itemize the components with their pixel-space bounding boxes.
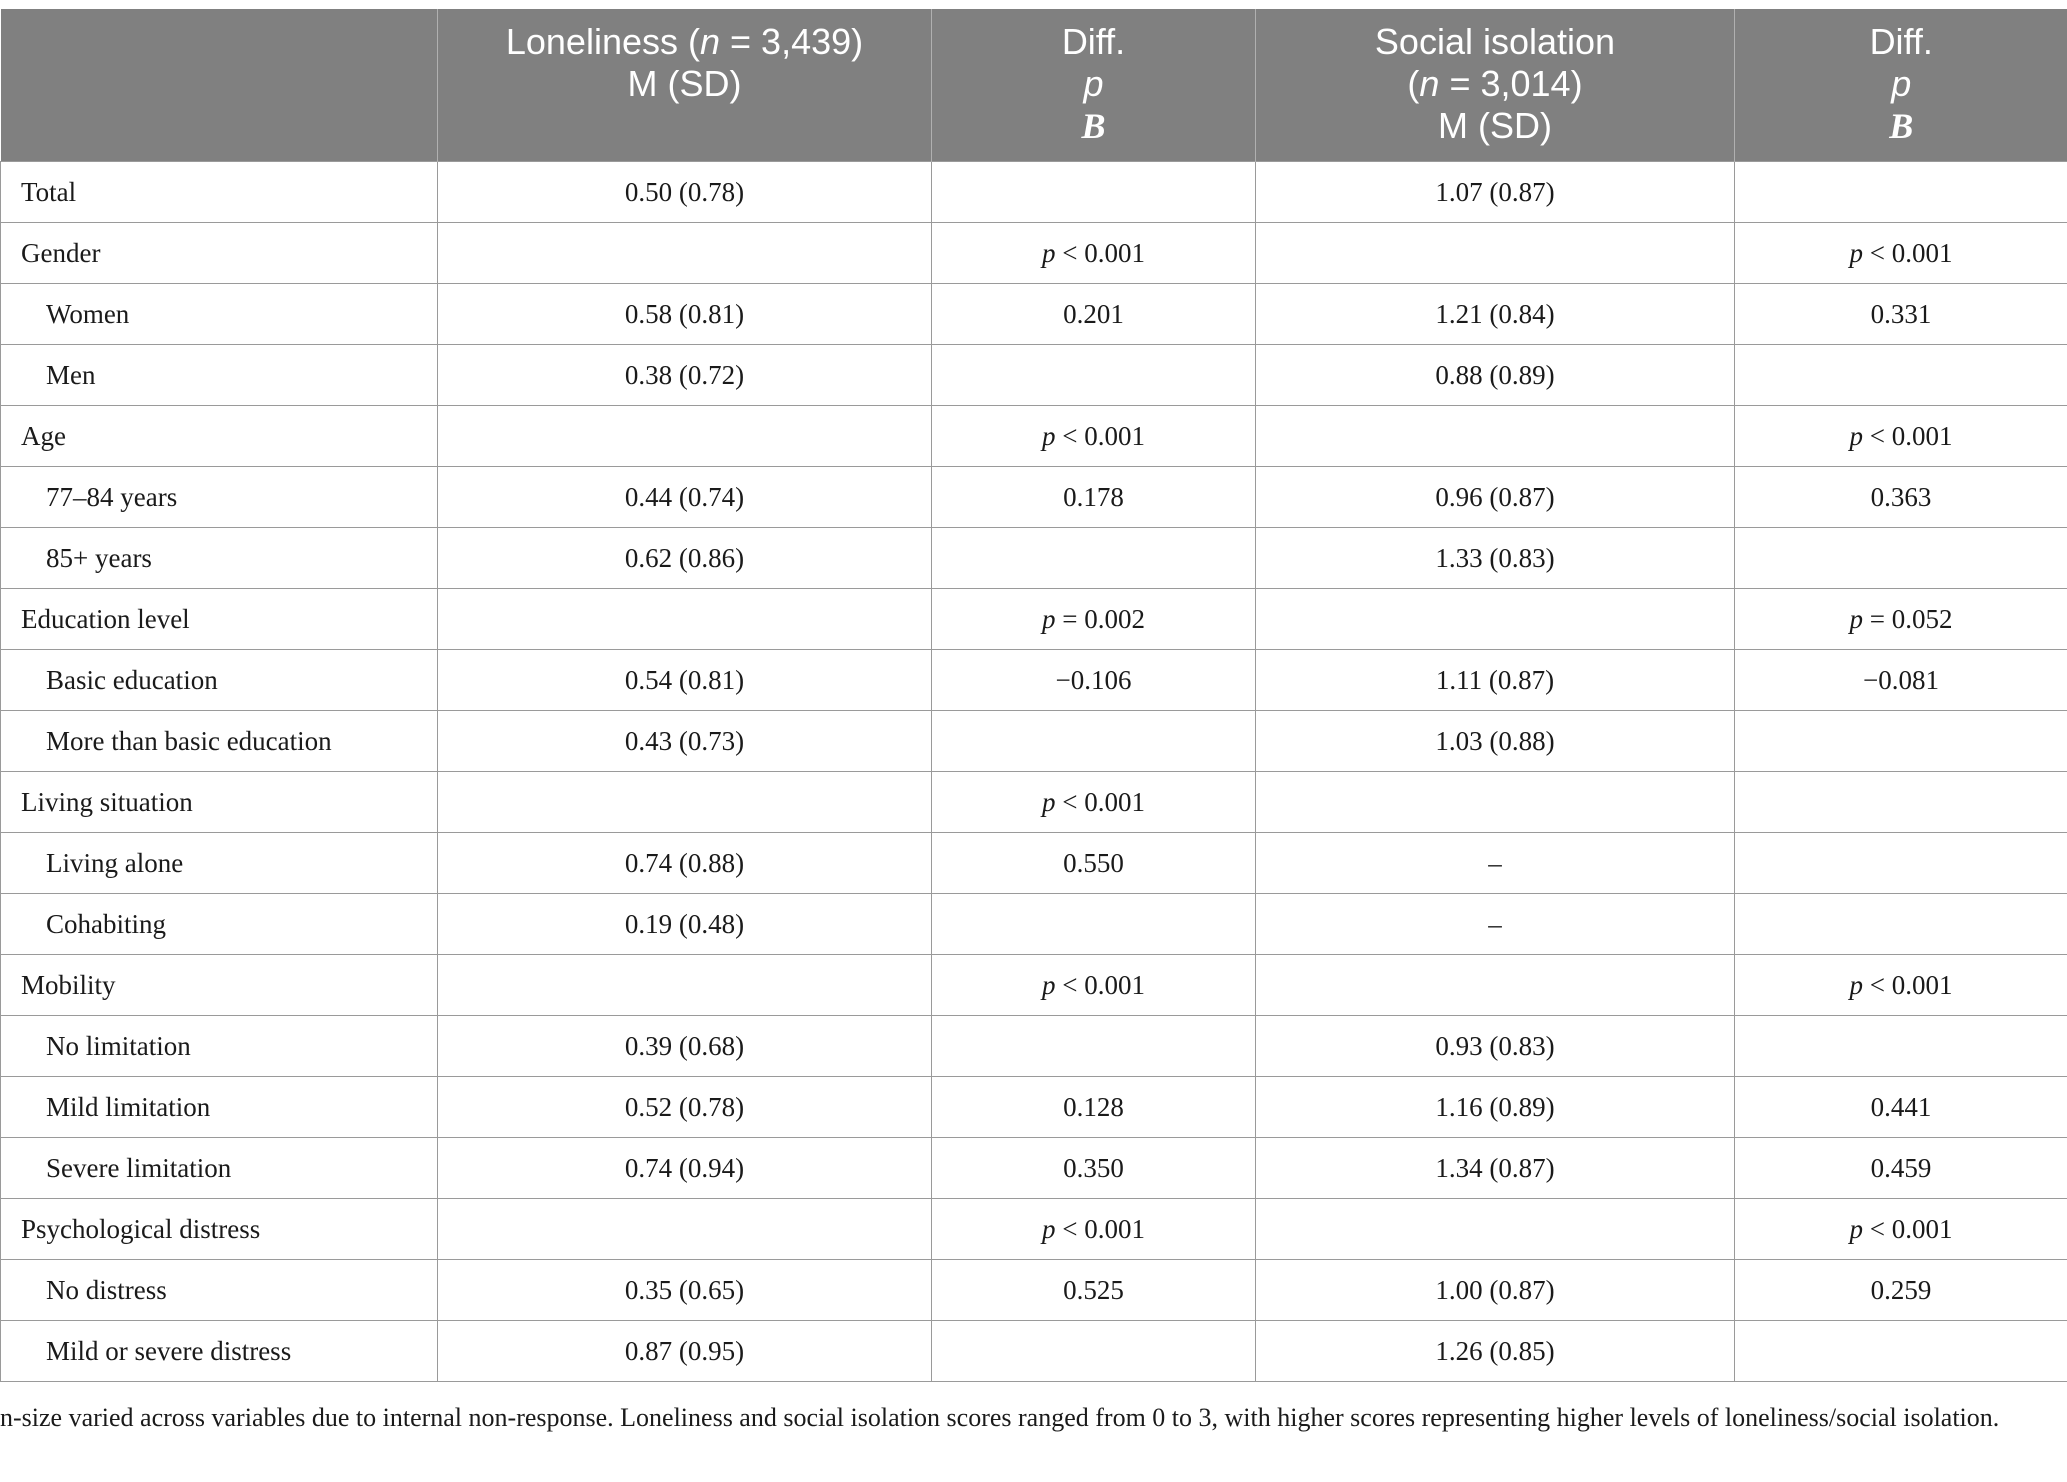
table-body [1, 162, 2067, 1382]
loneliness-diff: p < 0.001 [932, 223, 1256, 284]
loneliness-value: 0.39 (0.68) [438, 1016, 932, 1077]
table-row [1, 223, 2067, 284]
loneliness-value [438, 406, 932, 467]
isolation-value [1256, 223, 1735, 284]
isolation-value: 0.93 (0.83) [1256, 1016, 1735, 1077]
loneliness-value: 0.43 (0.73) [438, 711, 932, 772]
loneliness-value: 0.62 (0.86) [438, 528, 932, 589]
isolation-value [1256, 1199, 1735, 1260]
isolation-value: – [1256, 894, 1735, 955]
isolation-diff: 0.459 [1735, 1138, 2067, 1199]
isolation-value: 0.96 (0.87) [1256, 467, 1735, 528]
isolation-diff: p < 0.001 [1735, 955, 2067, 1016]
table-row [1, 772, 2067, 833]
loneliness-diff: −0.106 [932, 650, 1256, 711]
isolation-value: 1.34 (0.87) [1256, 1138, 1735, 1199]
row-label: Education level [1, 589, 438, 650]
isolation-value: 1.16 (0.89) [1256, 1077, 1735, 1138]
header-diff-isolation: Diff. p B [1735, 9, 2067, 162]
loneliness-value: 0.50 (0.78) [438, 162, 932, 223]
loneliness-value: 0.52 (0.78) [438, 1077, 932, 1138]
isolation-diff: 0.331 [1735, 284, 2067, 345]
isolation-diff [1735, 528, 2067, 589]
isolation-diff [1735, 772, 2067, 833]
loneliness-diff: 0.525 [932, 1260, 1256, 1321]
header-social-isolation: Social isolation (n = 3,014) M (SD) [1256, 9, 1735, 162]
row-label: Basic education [1, 650, 438, 711]
loneliness-value: 0.87 (0.95) [438, 1321, 932, 1382]
loneliness-diff [932, 1016, 1256, 1077]
table-row [1, 162, 2067, 223]
loneliness-diff: 0.178 [932, 467, 1256, 528]
isolation-diff: p < 0.001 [1735, 406, 2067, 467]
loneliness-diff [932, 894, 1256, 955]
row-label: Living alone [1, 833, 438, 894]
isolation-value: 1.07 (0.87) [1256, 162, 1735, 223]
isolation-diff [1735, 162, 2067, 223]
isolation-diff [1735, 833, 2067, 894]
table-row [1, 528, 2067, 589]
isolation-diff: 0.441 [1735, 1077, 2067, 1138]
isolation-value: – [1256, 833, 1735, 894]
loneliness-value: 0.19 (0.48) [438, 894, 932, 955]
table-row [1, 406, 2067, 467]
row-label: Total [1, 162, 438, 223]
isolation-diff: −0.081 [1735, 650, 2067, 711]
loneliness-value [438, 772, 932, 833]
table-header [1, 9, 2067, 162]
loneliness-diff: p < 0.001 [932, 772, 1256, 833]
table-row [1, 894, 2067, 955]
loneliness-diff: p = 0.002 [932, 589, 1256, 650]
row-label: Men [1, 345, 438, 406]
loneliness-diff [932, 528, 1256, 589]
isolation-value: 1.21 (0.84) [1256, 284, 1735, 345]
isolation-value: 1.11 (0.87) [1256, 650, 1735, 711]
loneliness-diff: 0.350 [932, 1138, 1256, 1199]
loneliness-diff [932, 711, 1256, 772]
isolation-diff [1735, 345, 2067, 406]
table-row [1, 589, 2067, 650]
loneliness-value: 0.35 (0.65) [438, 1260, 932, 1321]
isolation-value: 0.88 (0.89) [1256, 345, 1735, 406]
row-label: More than basic education [1, 711, 438, 772]
row-label: No distress [1, 1260, 438, 1321]
isolation-diff: p < 0.001 [1735, 223, 2067, 284]
header-diff-loneliness: Diff. p B [932, 9, 1256, 162]
loneliness-diff: p < 0.001 [932, 955, 1256, 1016]
isolation-diff [1735, 894, 2067, 955]
row-label: Mobility [1, 955, 438, 1016]
row-label: Age [1, 406, 438, 467]
loneliness-diff: p < 0.001 [932, 406, 1256, 467]
results-table [0, 9, 2067, 1382]
isolation-diff [1735, 1321, 2067, 1382]
loneliness-value [438, 955, 932, 1016]
row-label: No limitation [1, 1016, 438, 1077]
loneliness-value: 0.38 (0.72) [438, 345, 932, 406]
loneliness-diff: 0.201 [932, 284, 1256, 345]
table-row [1, 284, 2067, 345]
loneliness-diff [932, 162, 1256, 223]
isolation-diff: 0.363 [1735, 467, 2067, 528]
table-row [1, 467, 2067, 528]
isolation-value: 1.03 (0.88) [1256, 711, 1735, 772]
row-label: Gender [1, 223, 438, 284]
table-row [1, 1016, 2067, 1077]
isolation-value [1256, 406, 1735, 467]
header-empty [1, 9, 438, 162]
isolation-value: 1.26 (0.85) [1256, 1321, 1735, 1382]
table-footnote: n-size varied across variables due to internal non-response. Loneliness and social isolation scores ranged from 0 to 3, with higher scores representing higher levels of loneliness/social isolation. [0, 1403, 2000, 1432]
row-label: 85+ years [1, 528, 438, 589]
row-label: Mild or severe distress [1, 1321, 438, 1382]
table-row [1, 1321, 2067, 1382]
row-label: Psychological distress [1, 1199, 438, 1260]
table-row [1, 955, 2067, 1016]
isolation-diff [1735, 711, 2067, 772]
table-row [1, 1138, 2067, 1199]
row-label: Mild limitation [1, 1077, 438, 1138]
isolation-value: 1.33 (0.83) [1256, 528, 1735, 589]
loneliness-value [438, 589, 932, 650]
row-label: Women [1, 284, 438, 345]
isolation-diff: p = 0.052 [1735, 589, 2067, 650]
loneliness-value [438, 223, 932, 284]
loneliness-diff [932, 345, 1256, 406]
table-row [1, 1199, 2067, 1260]
isolation-value [1256, 589, 1735, 650]
loneliness-diff: 0.550 [932, 833, 1256, 894]
loneliness-value [438, 1199, 932, 1260]
header-loneliness: Loneliness (n = 3,439) M (SD) [438, 9, 932, 162]
row-label: 77–84 years [1, 467, 438, 528]
loneliness-value: 0.74 (0.88) [438, 833, 932, 894]
row-label: Cohabiting [1, 894, 438, 955]
loneliness-diff: 0.128 [932, 1077, 1256, 1138]
isolation-diff: p < 0.001 [1735, 1199, 2067, 1260]
table-row [1, 650, 2067, 711]
row-label: Living situation [1, 772, 438, 833]
isolation-value [1256, 772, 1735, 833]
isolation-value [1256, 955, 1735, 1016]
table-row [1, 1260, 2067, 1321]
loneliness-diff: p < 0.001 [932, 1199, 1256, 1260]
table-row [1, 1077, 2067, 1138]
loneliness-value: 0.44 (0.74) [438, 467, 932, 528]
isolation-diff: 0.259 [1735, 1260, 2067, 1321]
table-row [1, 711, 2067, 772]
row-label: Severe limitation [1, 1138, 438, 1199]
loneliness-value: 0.54 (0.81) [438, 650, 932, 711]
table-row [1, 345, 2067, 406]
isolation-diff [1735, 1016, 2067, 1077]
loneliness-value: 0.58 (0.81) [438, 284, 932, 345]
loneliness-diff [932, 1321, 1256, 1382]
loneliness-value: 0.74 (0.94) [438, 1138, 932, 1199]
table-row [1, 833, 2067, 894]
isolation-value: 1.00 (0.87) [1256, 1260, 1735, 1321]
